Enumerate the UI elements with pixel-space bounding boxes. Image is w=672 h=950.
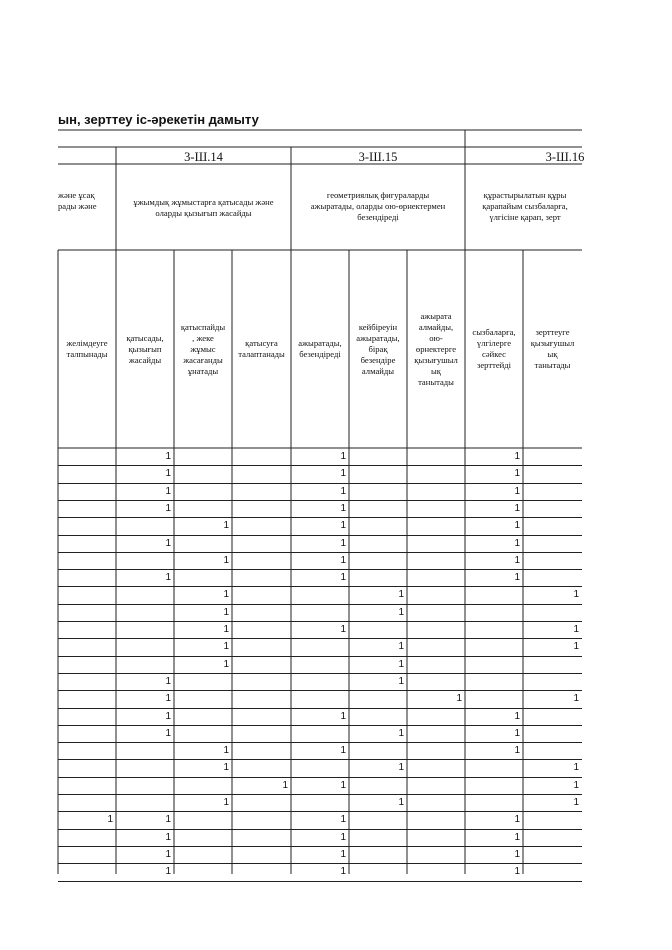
table-cell: [58, 586, 113, 603]
table-cell: 1: [165, 849, 171, 860]
table-cell: [174, 811, 229, 828]
table-cell: [58, 690, 113, 707]
subheader-col-2: қатысады, қызығып жасайды: [126, 332, 164, 365]
table-cell: 1: [573, 797, 579, 808]
table-cell: [291, 725, 346, 742]
table-cell: [58, 569, 113, 586]
group-description-previous: және ұсақ рады және: [58, 190, 97, 211]
table-cell: [232, 811, 288, 828]
table-cell: [232, 725, 288, 742]
table-cell: [291, 794, 346, 811]
group-description-3sh14: ұжымдық жұмыстарға қатысады және оларды қызығып жасайды: [133, 197, 274, 218]
table-cell: [407, 656, 462, 673]
table-cell: [465, 759, 520, 776]
table-cell: [174, 708, 229, 725]
table-cell: [232, 604, 288, 621]
table-cell: [465, 656, 520, 673]
table-cell: [349, 569, 404, 586]
table-cell: 1: [514, 745, 520, 756]
table-cell: 1: [165, 693, 171, 704]
table-cell: [174, 777, 229, 794]
table-cell: [58, 621, 113, 638]
table-cell: [232, 656, 288, 673]
table-cell: 1: [514, 486, 520, 497]
table-cell: [174, 465, 229, 482]
table-cell: [407, 777, 462, 794]
section-title: ын, зерттеу іс-әрекетін дамыту: [58, 112, 259, 127]
table-cell: [232, 586, 288, 603]
table-cell: [465, 777, 520, 794]
table-cell: [174, 690, 229, 707]
table-cell: 1: [340, 832, 346, 843]
table-cell: 1: [340, 624, 346, 635]
table-cell: 1: [223, 589, 229, 600]
table-cell: [232, 517, 288, 534]
table-cell: [349, 535, 404, 552]
table-cell: [349, 777, 404, 794]
subheader-col-6: кейбіреуін ажыратады, бірақ безендіре алмайды: [356, 321, 400, 376]
table-cell: [291, 656, 346, 673]
table-cell: [116, 638, 171, 655]
table-cell: [407, 794, 462, 811]
table-cell: [407, 552, 462, 569]
table-cell: 1: [340, 503, 346, 514]
group-code-3sh14: 3-Ш.14: [184, 150, 223, 164]
table-cell: [232, 759, 288, 776]
table-cell: [523, 742, 579, 759]
table-cell: 1: [514, 451, 520, 462]
table-cell: [523, 708, 579, 725]
table-cell: 1: [514, 814, 520, 825]
table-cell: [523, 656, 579, 673]
table-cell: [407, 742, 462, 759]
table-cell: [58, 535, 113, 552]
table-cell: [116, 552, 171, 569]
table-cell: 1: [223, 624, 229, 635]
table-cell: [349, 448, 404, 465]
group-description-3sh16: құрастырылатын құры қарапайым сызбаларға, үлгісіне қарап, зерт: [482, 190, 568, 222]
table-cell: [291, 638, 346, 655]
table-cell: 1: [165, 503, 171, 514]
table-cell: [407, 708, 462, 725]
table-cell: 1: [514, 572, 520, 583]
table-cell: [465, 586, 520, 603]
table-cell: [58, 465, 113, 482]
table-cell: 1: [514, 555, 520, 566]
table-cell: 1: [165, 572, 171, 583]
table-cell: [116, 586, 171, 603]
table-cell: [174, 829, 229, 846]
table-cell: 1: [514, 849, 520, 860]
table-cell: [349, 500, 404, 517]
table-cell: [58, 794, 113, 811]
table-cell: [349, 811, 404, 828]
table-cell: [232, 465, 288, 482]
table-cell: [174, 535, 229, 552]
table-cell: [407, 621, 462, 638]
table-cell: [523, 604, 579, 621]
table-cell: 1: [165, 832, 171, 843]
table-cell: 1: [165, 711, 171, 722]
table-cell: [58, 638, 113, 655]
table-cell: [291, 673, 346, 690]
table-cell: [407, 638, 462, 655]
table-cell: [58, 742, 113, 759]
table-cell: [232, 638, 288, 655]
table-cell: 1: [340, 468, 346, 479]
table-cell: 1: [573, 693, 579, 704]
table-cell: 1: [223, 520, 229, 531]
table-cell: [174, 673, 229, 690]
table-cell: [407, 586, 462, 603]
table-cell: 1: [107, 814, 113, 825]
table-cell: 1: [340, 866, 346, 877]
table-cell: [174, 500, 229, 517]
table-cell: [58, 500, 113, 517]
table-cell: [232, 846, 288, 863]
table-cell: 1: [165, 814, 171, 825]
table-cell: [523, 483, 579, 500]
table-cell: 1: [340, 745, 346, 756]
table-cell: 1: [398, 797, 404, 808]
table-cell: [174, 483, 229, 500]
table-cell: 1: [514, 503, 520, 514]
table-cell: [232, 552, 288, 569]
table-cell: [407, 863, 462, 880]
table-cell: [58, 725, 113, 742]
subheader-col-3: қатыспайды , жеке жұмыс жасағанды ұнатады: [180, 321, 226, 376]
table-cell: [232, 621, 288, 638]
table-cell: [407, 846, 462, 863]
table-cell: 1: [340, 780, 346, 791]
table-cell: [465, 673, 520, 690]
table-cell: [174, 569, 229, 586]
table-cell: [407, 811, 462, 828]
table-cell: 1: [165, 866, 171, 877]
subheader-col-5: ажыратады, безендіреді: [298, 338, 342, 359]
table-cell: [174, 846, 229, 863]
table-cell: 1: [223, 797, 229, 808]
table-cell: 1: [398, 676, 404, 687]
subheader-col-8: сызбаларға, үлгілерге сәйкес зерттейді: [472, 327, 516, 370]
table-cell: [174, 725, 229, 742]
table-cell: [232, 708, 288, 725]
table-cell: 1: [398, 641, 404, 652]
table-cell: [174, 448, 229, 465]
table-cell: [523, 552, 579, 569]
table-cell: 1: [340, 486, 346, 497]
table-cell: [291, 759, 346, 776]
table-cell: [58, 863, 113, 880]
table-cell: [116, 656, 171, 673]
table-cell: 1: [165, 486, 171, 497]
table-cell: [523, 465, 579, 482]
table-cell: [232, 673, 288, 690]
table-cell: [58, 829, 113, 846]
table-cell: [58, 552, 113, 569]
subheader-col-4: қатысуға талаптанады: [238, 338, 285, 359]
table-cell: [349, 846, 404, 863]
table-cell: 1: [573, 641, 579, 652]
table-cell: [58, 759, 113, 776]
table-cell: [291, 604, 346, 621]
table-cell: 1: [165, 451, 171, 462]
table-cell: [407, 517, 462, 534]
table-cell: [349, 690, 404, 707]
table-cell: [523, 673, 579, 690]
table-cell: 1: [165, 676, 171, 687]
table-cell: [232, 829, 288, 846]
table-cell: [232, 742, 288, 759]
subheader-col-7: ажырата алмайды, ою- өрнектерге қызығушыл ық танытады: [414, 310, 458, 387]
table-cell: [116, 621, 171, 638]
table-cell: [349, 483, 404, 500]
table-cell: 1: [223, 745, 229, 756]
table-cell: 1: [165, 468, 171, 479]
table-cell: [465, 794, 520, 811]
table-cell: [58, 846, 113, 863]
table-cell: 1: [398, 762, 404, 773]
table-cell: [58, 517, 113, 534]
table-cell: [232, 500, 288, 517]
table-cell: 1: [514, 711, 520, 722]
table-cell: 1: [223, 607, 229, 618]
table-cell: [465, 638, 520, 655]
table-cell: [232, 448, 288, 465]
table-cell: [116, 794, 171, 811]
table-cell: [116, 777, 171, 794]
table-cell: [523, 535, 579, 552]
table-cell: [407, 483, 462, 500]
table-cell: [407, 500, 462, 517]
table-cell: [465, 690, 520, 707]
table-cell: [407, 604, 462, 621]
table-cell: 1: [165, 538, 171, 549]
table-cell: [232, 535, 288, 552]
table-cell: 1: [340, 538, 346, 549]
table-cell: [232, 569, 288, 586]
table-cell: [523, 863, 579, 880]
subheader-col-9: зерттеуге қызығушыл ық танытады: [530, 327, 575, 370]
table-cell: [174, 863, 229, 880]
table-cell: [523, 846, 579, 863]
table-cell: [523, 811, 579, 828]
table-cell: [523, 500, 579, 517]
table-cell: 1: [514, 832, 520, 843]
table-cell: 1: [398, 589, 404, 600]
table-cell: [232, 483, 288, 500]
table-cell: [349, 465, 404, 482]
table-cell: 1: [514, 520, 520, 531]
table-cell: 1: [573, 780, 579, 791]
table-cell: 1: [340, 555, 346, 566]
table-cell: 1: [340, 520, 346, 531]
table-cell: [465, 604, 520, 621]
table-cell: [523, 829, 579, 846]
table-cell: [349, 829, 404, 846]
table-cell: 1: [340, 814, 346, 825]
table-cell: [116, 759, 171, 776]
table-cell: [407, 759, 462, 776]
table-cell: [523, 725, 579, 742]
table-cell: [349, 621, 404, 638]
table-cell: 1: [514, 866, 520, 877]
table-cell: [291, 690, 346, 707]
table-cell: 1: [573, 624, 579, 635]
table-cell: [465, 621, 520, 638]
table-cell: 1: [398, 659, 404, 670]
table-cell: 1: [223, 659, 229, 670]
table-cell: [523, 448, 579, 465]
table-cell: 1: [223, 762, 229, 773]
table-cell: 1: [573, 762, 579, 773]
table-cell: [407, 465, 462, 482]
group-code-3sh16: 3-Ш.16: [545, 150, 585, 164]
table-cell: [116, 742, 171, 759]
table-cell: [58, 708, 113, 725]
table-cell: [407, 569, 462, 586]
table-cell: [349, 863, 404, 880]
table-cell: 1: [514, 468, 520, 479]
table-cell: 1: [223, 555, 229, 566]
group-code-3sh15: 3-Ш.15: [358, 150, 398, 164]
table-cell: 1: [514, 538, 520, 549]
table-cell: 1: [340, 711, 346, 722]
table-cell: [116, 517, 171, 534]
table-cell: [407, 448, 462, 465]
table-cell: [232, 690, 288, 707]
table-cell: [349, 552, 404, 569]
table-cell: 1: [282, 780, 288, 791]
table-cell: [116, 604, 171, 621]
table-cell: 1: [223, 641, 229, 652]
table-cell: 1: [514, 728, 520, 739]
table-cell: [349, 742, 404, 759]
group-description-3sh15: геометриялық фигураларды ажыратады, оларды ою-өрнектермен безендіреді: [310, 190, 446, 222]
table-cell: 1: [398, 607, 404, 618]
table-cell: [232, 794, 288, 811]
table-cell: [523, 569, 579, 586]
table-cell: [232, 863, 288, 880]
table-cell: [58, 777, 113, 794]
table-cell: 1: [340, 849, 346, 860]
table-cell: [407, 725, 462, 742]
table-cell: [407, 673, 462, 690]
table-cell: 1: [340, 572, 346, 583]
table-cell: [407, 829, 462, 846]
table-cell: [349, 708, 404, 725]
table-cell: 1: [398, 728, 404, 739]
table-cell: [291, 586, 346, 603]
table-cell: [58, 604, 113, 621]
table-cell: [58, 483, 113, 500]
subheader-col-1: желімдеуге талпынады: [66, 338, 108, 359]
table-cell: [407, 535, 462, 552]
table-cell: [58, 673, 113, 690]
table-cell: 1: [340, 451, 346, 462]
table-cell: 1: [456, 693, 462, 704]
table-cell: 1: [165, 728, 171, 739]
table-cell: [523, 517, 579, 534]
table-cell: [349, 517, 404, 534]
table-cell: [58, 448, 113, 465]
table-cell: 1: [573, 589, 579, 600]
table-cell: [58, 656, 113, 673]
